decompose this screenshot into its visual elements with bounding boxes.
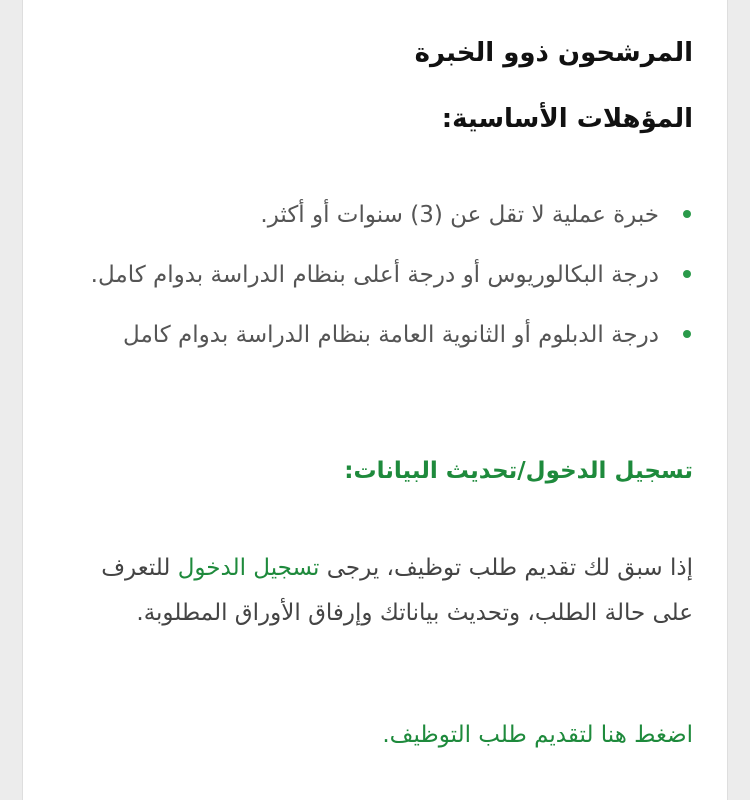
qualification-text: خبرة عملية لا تقل عن (3) سنوات أو أكثر. (260, 202, 659, 228)
content-card (22, 0, 728, 800)
qualification-text: درجة الدبلوم أو الثانوية العامة بنظام الدراسة بدوام كامل (123, 322, 659, 348)
login-instructions (57, 546, 693, 636)
apply-link[interactable]: اضغط هنا لتقديم طلب التوظيف. (382, 722, 693, 748)
qualification-text: درجة البكالوريوس أو درجة أعلى بنظام الدراسة بدوام كامل. (90, 262, 659, 288)
bullet-dot-icon (683, 270, 691, 278)
list-item (57, 316, 693, 354)
login-text-before: إذا سبق لك تقديم طلب توظيف، يرجى (319, 555, 693, 581)
qualifications-list (57, 196, 693, 376)
list-item (57, 256, 693, 294)
login-text-after: للتعرف على حالة الطلب، وتحديث بياناتك وإرفاق الأوراق المطلوبة. (101, 555, 693, 626)
bullet-dot-icon (683, 330, 691, 338)
list-item (57, 196, 693, 234)
bullet-dot-icon (683, 210, 691, 218)
qualifications-heading: المؤهلات الأساسية: (441, 104, 693, 134)
login-link[interactable]: تسجيل الدخول (177, 555, 320, 581)
job-title: المرشحون ذوو الخبرة (414, 38, 693, 68)
login-section-heading: تسجيل الدخول/تحديث البيانات: (344, 458, 693, 484)
